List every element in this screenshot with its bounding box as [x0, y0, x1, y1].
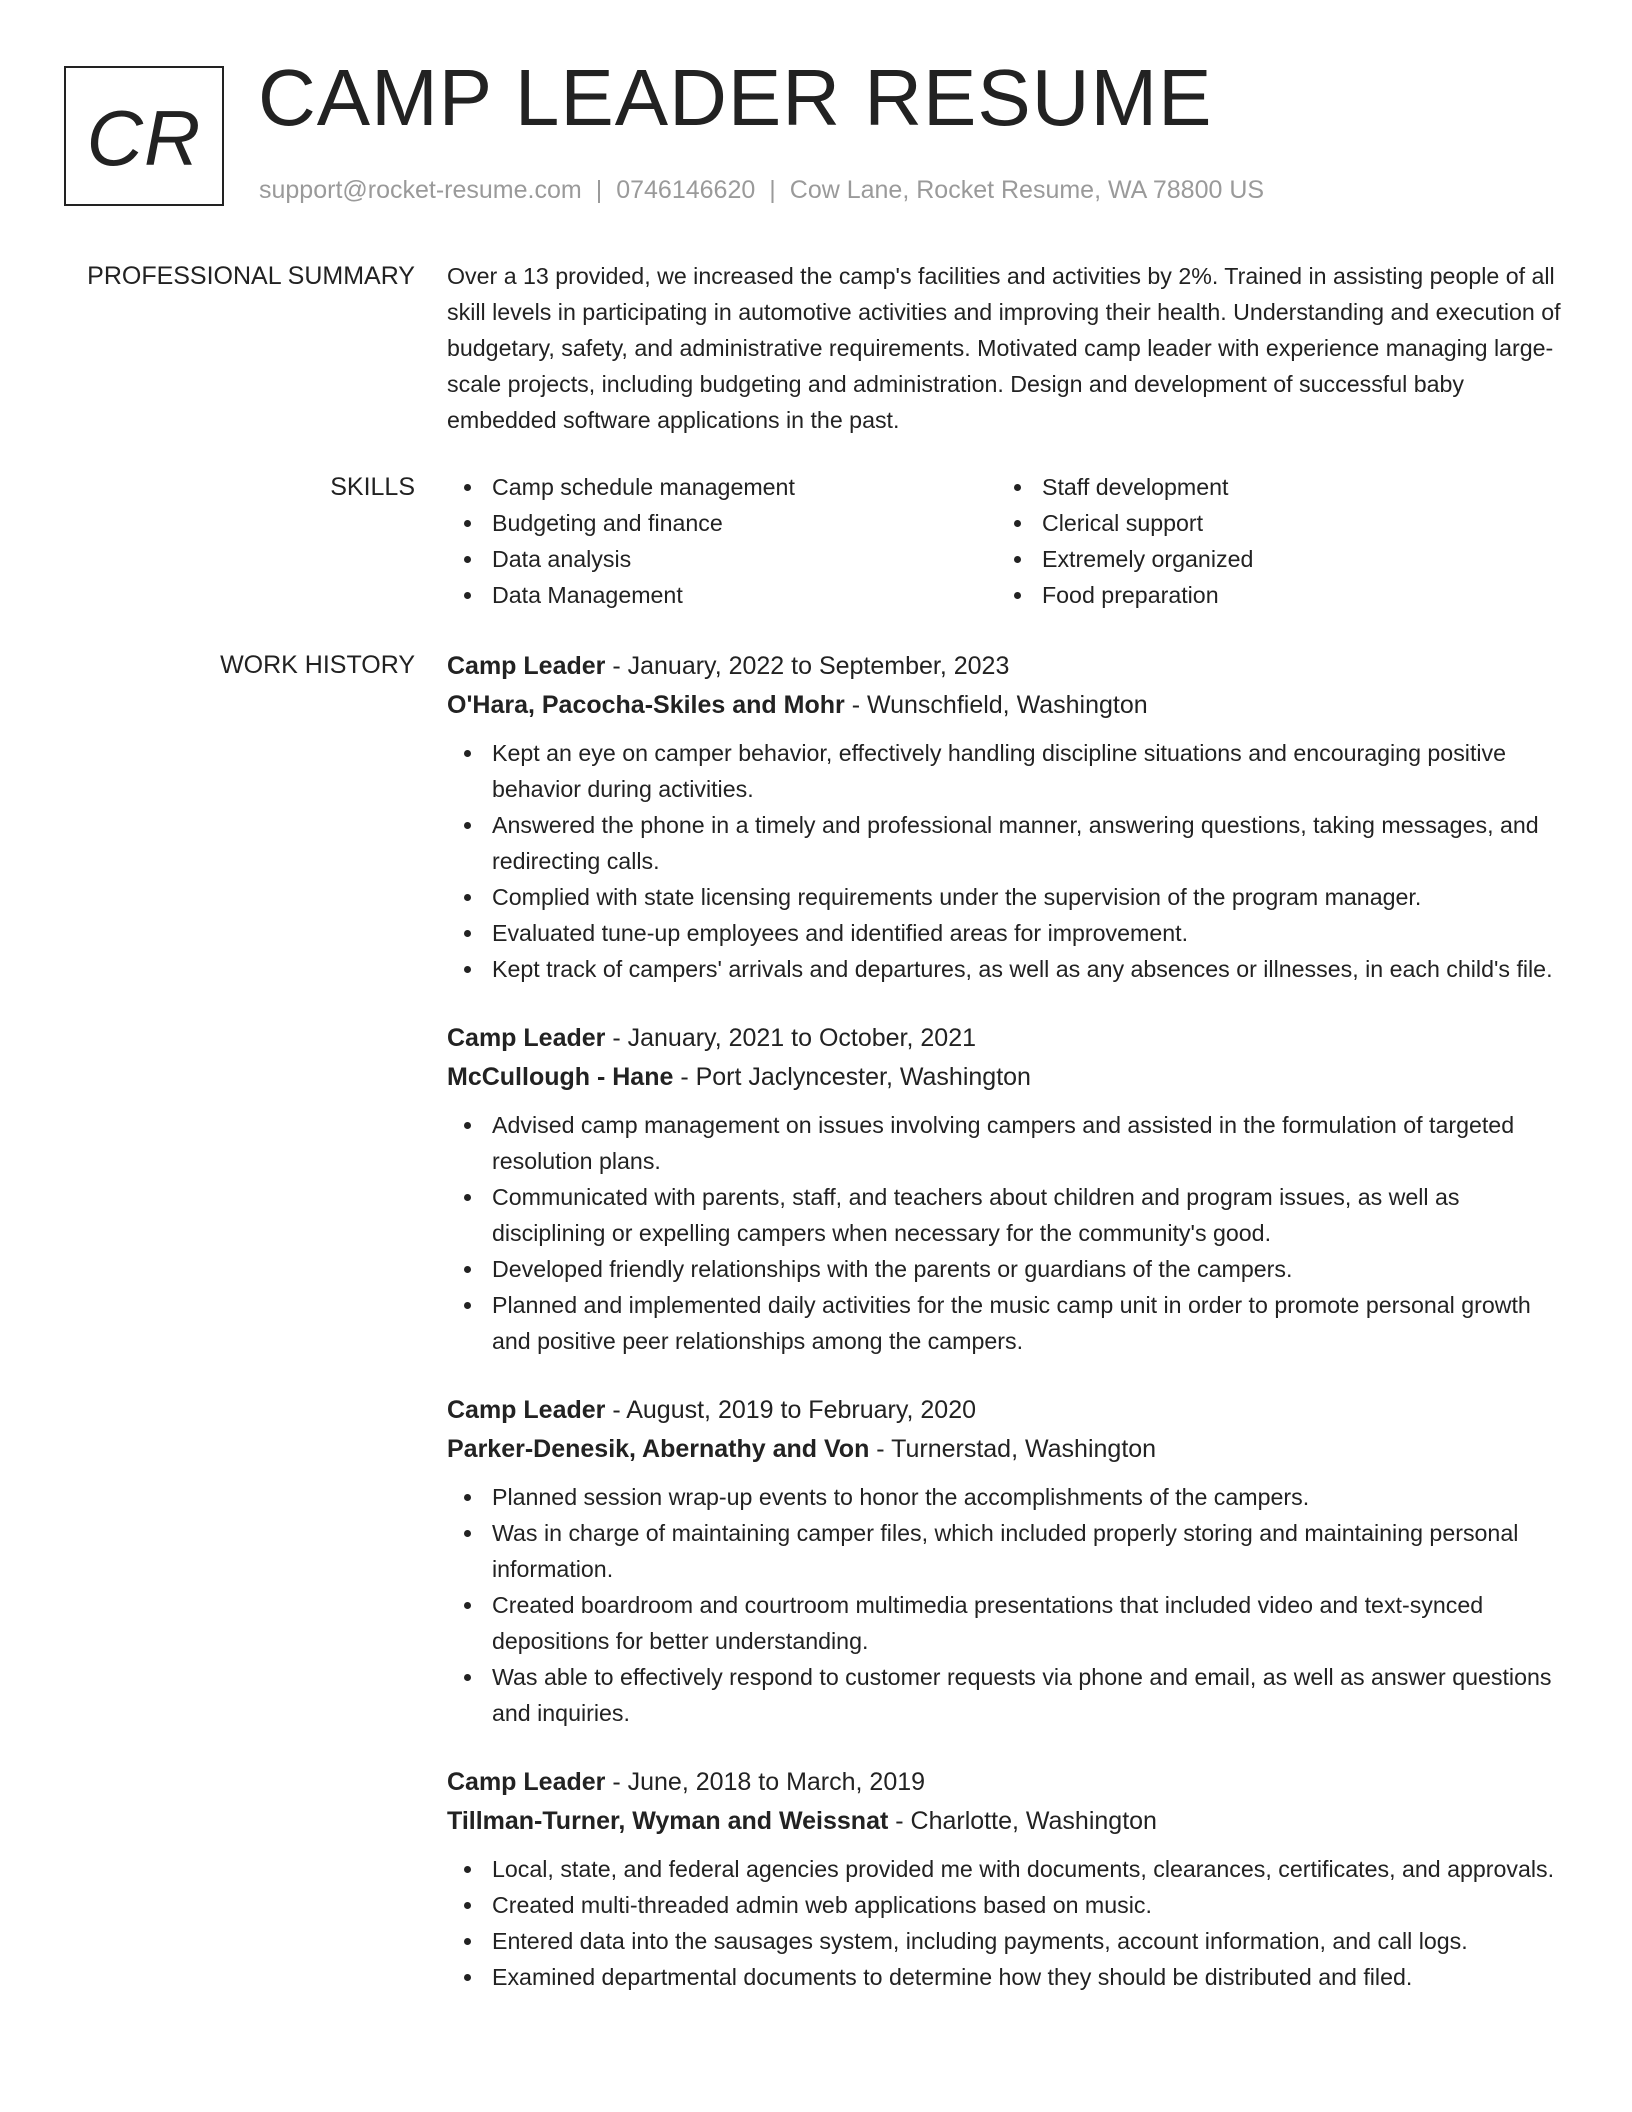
job-title: Camp Leader	[447, 1024, 606, 1052]
skill-item: Camp schedule management	[447, 469, 997, 505]
job-entry	[447, 1763, 1567, 1995]
job-dates: - June, 2018 to March, 2019	[605, 1768, 926, 1796]
job-bullets	[447, 1851, 1567, 1995]
job-bullet: Local, state, and federal agencies provided me with documents, clearances, certificates, and approvals.	[447, 1851, 1567, 1887]
summary-text: Over a 13 provided, we increased the camp's facilities and activities by 2%. Trained in assisting people of all skill levels in participating in automotive activities and improving their health. Understanding and execution of budgetary, safety, and administrative requirements. Motivated camp leader with experience managing large-scale projects, including budgeting and administration. Design and development of successful baby embedded software applications in the past.	[447, 263, 1561, 433]
job-bullet: Answered the phone in a timely and professional manner, answering questions, taking messages, and redirecting calls.	[447, 807, 1567, 879]
skills-heading: SKILLS	[330, 473, 415, 501]
skills-column-left	[447, 469, 997, 613]
job-bullet: Was in charge of maintaining camper files, which included properly storing and maintaining personal information.	[447, 1515, 1567, 1587]
skill-item: Food preparation	[997, 577, 1547, 613]
contact-line	[259, 172, 1264, 208]
job-bullet: Planned session wrap-up events to honor the accomplishments of the campers.	[447, 1479, 1567, 1515]
job-bullet: Was able to effectively respond to customer requests via phone and email, as well as answer questions and inquiries.	[447, 1659, 1567, 1731]
job-dates: - January, 2022 to September, 2023	[605, 652, 1010, 680]
job-bullet: Advised camp management on issues involving campers and assisted in the formulation of targeted resolution plans.	[447, 1107, 1567, 1179]
summary-heading: PROFESSIONAL SUMMARY	[87, 262, 415, 290]
job-bullet: Developed friendly relationships with the parents or guardians of the campers.	[447, 1251, 1567, 1287]
job-bullet: Complied with state licensing requirements under the supervision of the program manager.	[447, 879, 1567, 915]
job-company-line	[447, 1058, 1567, 1097]
job-title-line	[447, 1019, 1567, 1058]
job-location: - Turnerstad, Washington	[869, 1435, 1157, 1463]
job-bullet: Examined departmental documents to determine how they should be distributed and filed.	[447, 1959, 1567, 1995]
job-title-line	[447, 647, 1567, 686]
job-title-line	[447, 1391, 1567, 1430]
job-bullet: Created multi-threaded admin web applications based on music.	[447, 1887, 1567, 1923]
job-title: Camp Leader	[447, 1396, 606, 1424]
contact-email[interactable]: support@rocket-resume.com	[259, 176, 582, 204]
job-bullet: Kept an eye on camper behavior, effectively handling discipline situations and encouraging positive behavior during activities.	[447, 735, 1567, 807]
work-history-body	[447, 647, 1567, 1995]
job-bullet: Entered data into the sausages system, including payments, account information, and call logs.	[447, 1923, 1567, 1959]
job-entry	[447, 1019, 1567, 1359]
monogram-logo: CR	[64, 66, 224, 206]
skill-item: Data analysis	[447, 541, 997, 577]
skills-grid	[447, 469, 1567, 613]
skill-item: Extremely organized	[997, 541, 1547, 577]
job-dates: - January, 2021 to October, 2021	[605, 1024, 976, 1052]
job-bullets	[447, 735, 1567, 987]
job-entry	[447, 647, 1567, 987]
job-bullets	[447, 1479, 1567, 1731]
skills-column-right	[997, 469, 1547, 613]
contact-address: Cow Lane, Rocket Resume, WA 78800 US	[789, 176, 1265, 204]
job-company: O'Hara, Pacocha-Skiles and Mohr	[447, 691, 845, 719]
contact-phone[interactable]: 0746146620	[616, 176, 756, 204]
summary-body	[447, 258, 1567, 438]
job-company: Tillman-Turner, Wyman and Weissnat	[447, 1807, 889, 1835]
job-company-line	[447, 1802, 1567, 1841]
contact-separator: |	[595, 176, 603, 204]
skill-item: Data Management	[447, 577, 997, 613]
job-title: Camp Leader	[447, 1768, 606, 1796]
job-bullet: Evaluated tune-up employees and identified areas for improvement.	[447, 915, 1567, 951]
job-location: - Wunschfield, Washington	[844, 691, 1148, 719]
job-bullet: Planned and implemented daily activities for the music camp unit in order to promote personal growth and positive peer relationships among the campers.	[447, 1287, 1567, 1359]
work-history-heading: WORK HISTORY	[220, 651, 415, 679]
job-company: Parker-Denesik, Abernathy and Von	[447, 1435, 870, 1463]
job-entry	[447, 1391, 1567, 1731]
job-bullet: Communicated with parents, staff, and teachers about children and program issues, as well as disciplining or expelling campers when necessary for the community's good.	[447, 1179, 1567, 1251]
job-bullets	[447, 1107, 1567, 1359]
job-company: McCullough - Hane	[447, 1063, 674, 1091]
job-title: Camp Leader	[447, 652, 606, 680]
job-location: - Charlotte, Washington	[888, 1807, 1157, 1835]
job-bullet: Kept track of campers' arrivals and departures, as well as any absences or illnesses, in each child's file.	[447, 951, 1567, 987]
skills-body	[447, 469, 1567, 613]
skill-item: Clerical support	[997, 505, 1547, 541]
job-company-line	[447, 686, 1567, 725]
skill-item: Budgeting and finance	[447, 505, 997, 541]
job-company-line	[447, 1430, 1567, 1469]
job-dates: - August, 2019 to February, 2020	[605, 1396, 976, 1424]
job-bullet: Created boardroom and courtroom multimedia presentations that included video and text-synced depositions for better understanding.	[447, 1587, 1567, 1659]
job-location: - Port Jaclyncester, Washington	[673, 1063, 1031, 1091]
resume-title: CAMP LEADER RESUME	[258, 53, 1213, 142]
contact-separator: |	[769, 176, 776, 204]
skill-item: Staff development	[997, 469, 1547, 505]
job-title-line	[447, 1763, 1567, 1802]
